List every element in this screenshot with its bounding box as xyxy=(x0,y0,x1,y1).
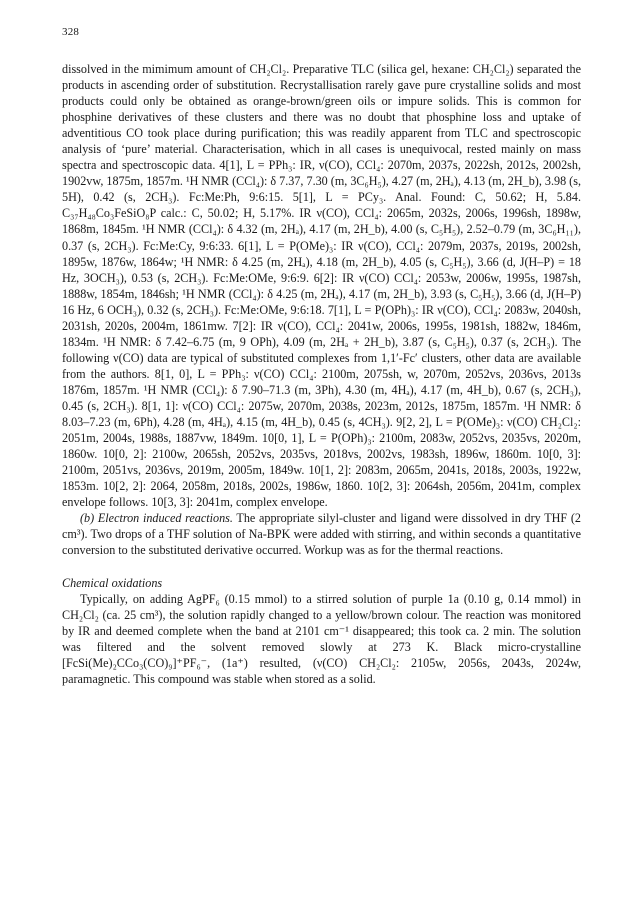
experimental-paragraph-electron xyxy=(62,510,581,558)
experimental-paragraph-thermal: dissolved in the mimimum amount of CH₂Cl₂. Preparative TLC (silica gel, hexane: CH₂Cl₂) separated the products in ascending order of substitution. Recrystallisation rarely gave pure crystalline solids and most products could only be obtained as orange-brown/green oils or impure solids. This is common for phosphine derivatives of these clusters and there was no doubt that phosphine loss and uptake of adventitious CO took place during purification; this was readily apparent from TLC and spectroscopic analysis of ‘pure’ material. Characterisation, which in all cases is unequivocal, rested mainly on mass spectra and spectroscopic data. 4[1], L = PPh₃: IR, ν(CO), CCl₄: 2070m, 2037s, 2022sh, 2012s, 2002sh, 1902vw, 1875m, 1857m. ¹H NMR (CCl₄): δ 7.37, 7.30 (m, 3C₆H₅), 4.27 (m, 2Hₐ), 4.13 (m, 2H_b), 3.98 (s, 5H), 0.42 (s, 2CH₃). Fc:Me:Ph, 9:6:15. 5[1], L = PCy₃. Anal. Found: C, 50.62; H, 5.84. C₃₇H₄₈Co₃FeSiO₈P calc.: C, 50.02; H, 5.17%. IR ν(CO), CCl₄: 2065m, 2032s, 2006s, 1996sh, 1898w, 1868m, 1845m. ¹H NMR (CCl₄): δ 4.32 (m, 2Hₐ), 4.17 (m, 2H_b), 4.00 (s, C₅H₅), 2.52–0.79 (m, 3C₆H₁₁), 0.37 (s, 2CH₃). Fc:Me:Cy, 9:6:33. 6[1], L = P(OMe)₃: IR ν(CO), CCl₄: 2079m, 2037s, 2019s, 2002sh, 1895w, 1876w, 1864w; ¹H NMR: δ 4.25 (m, 2Hₐ), 4.18 (m, 2H_b), 4.05 (s, C₅H₅), 3.66 (d, J(H–P) = 18 Hz, 3OCH₃), 0.53 (s, 2CH₃). Fc:Me:OMe, 9:6:9. 6[2]: IR ν(CO) CCl₄: 2053w, 2006w, 1995s, 1987sh, 1888w, 1854m, 1846sh; ¹H NMR (CCl₄): δ 4.25 (m, 2Hₐ), 4.17 (m, 2H_b), 3.93 (s, C₅H₅), 3.66 (d, J(H–P) 16 Hz, 6 OCH₃), 0.32 (s, 2CH₃). Fc:Me:OMe, 9:6:18. 7[1], L = P(OPh)₃: IR ν(CO), CCl₄: 2083w, 2040sh, 2031sh, 2020s, 2004m, 1861mw. 7[2]: IR ν(CO), CCl₄: 2041w, 2006s, 1995s, 1981sh, 1882w, 1846m, 1834m. ¹H NMR: δ 7.42–6.75 (m, 9 OPh), 4.09 (m, 2Hₐ + 2H_b), 3.87 (s, C₅H₅), 0.37 (s, 2CH₃). The following ν(CO) data are typical of substituted complexes from 1,1′-Fc′ clusters, other data are available from the authors. 8[1, 0], L = PPh₃: ν(CO) CCl₄: 2100m, 2075sh, w, 2070m, 2052vs, 2036vs, 2013s 1876m, 1857m. ¹H NMR (CCl₄): δ 7.90–71.3 (m, 3Ph), 4.30 (m, 4Hₐ), 4.17 (m, 4H_b), 0.67 (s, 2CH₃), 0.45 (s, 2CH₃). 8[1, 1]: ν(CO) CCl₄: 2075w, 2070m, 2038s, 2023m, 2012s, 1875m, 1857m. ¹H NMR: δ 8.03–7.23 (m, 6Ph), 4.28 (m, 4Hₐ), 4.15 (m, 4H_b), 0.45 (s, 4CH₃). 9[2, 2], L = P(OMe)₃: ν(CO) CH₂Cl₂: 2051m, 2004s, 1988s, 1887vw, 1849m. 10[0, 1], L = P(OPh)₃: 2100m, 2083w, 2052vs, 2035vs, 2020m, 1860w. 10[0, 2]: 2100w, 2065sh, 2052vs, 2035vs, 2018vs, 2002vs, 1983sh, 1896w, 1860m. 10[0, 3]: 2100m, 2051vs, 2036vs, 2019m, 2005m, 1849w. 10[1, 2]: 2083m, 2065m, 2041s, 2018s, 2003s, 1922w, 1853m. 10[2, 2]: 2064, 2058m, 2018s, 2002s, 1986w, 1860. 10[2, 3]: 2064sh, 2056m, 2041m, complex envelope follows. 10[3, 3]: 2041m, complex envelope. xyxy=(62,62,581,510)
section-title-oxidations: Chemical oxidations xyxy=(62,575,163,590)
page-number: 328 xyxy=(62,26,80,38)
subsection-heading-electron: (b) Electron induced reactions. xyxy=(80,511,233,526)
article-body xyxy=(62,61,581,687)
subsection-body-electron: The appropriate silyl-cluster and ligand were dissolved in dry THF (2 cm³). Two drops of a THF solution of Na-BPK were added with stirring, and within seconds a quantitative conversion to the substituted derivative occurred. Workup was as for the thermal reactions. xyxy=(62,511,581,558)
experimental-paragraph-oxidation: Typically, on adding AgPF₆ (0.15 mmol) to a stirred solution of purple 1a (0.10 g, 0.14 mmol) in CH₂Cl₂ (ca. 25 cm³), the solution rapidly changed to a yellow/brown colour. The reaction was monitored by IR and deemed complete when the band at 2101 cm⁻¹ disappeared; this took ca. 2 min. The solution was filtered and the solvent removed slowly at 273 K. Black micro-crystalline [FcSi(Me)₂CCo₃(CO)₉]⁺PF₆⁻, (1a⁺) resulted, (ν(CO) CH₂Cl₂: 2105w, 2056s, 2043s, 2024w, paramagnetic. This compound was stable when stored as a solid. xyxy=(62,591,581,686)
section-spacer xyxy=(62,558,581,574)
